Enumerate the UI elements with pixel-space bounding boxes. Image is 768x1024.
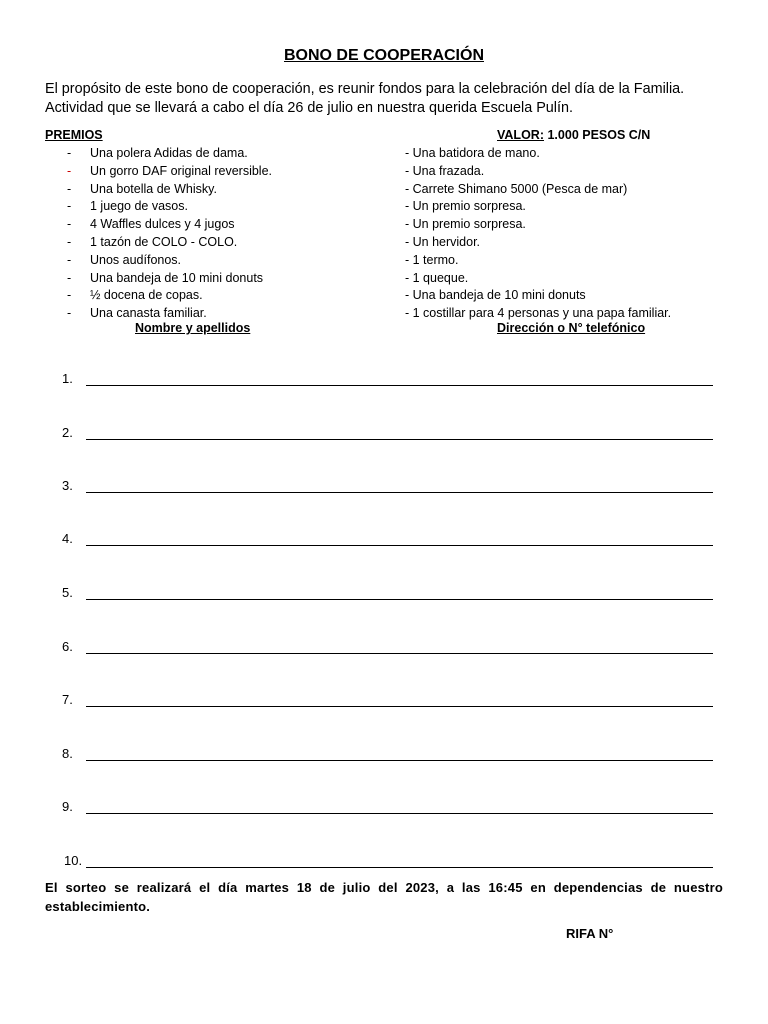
entry-number: 3. <box>62 478 73 493</box>
prize-text: Una canasta familiar. <box>90 306 207 321</box>
entry-number: 6. <box>62 639 73 654</box>
entry-line[interactable] <box>86 492 713 493</box>
entry-number: 5. <box>62 585 73 600</box>
entry-row[interactable] <box>0 585 768 607</box>
entry-line[interactable] <box>86 653 713 654</box>
entry-line[interactable] <box>86 867 713 868</box>
intro-line-1: El propósito de este bono de cooperación, es reunir fondos para la celebración del día de la Familia. <box>45 81 685 97</box>
dash-bullet: - <box>67 306 72 321</box>
entry-row[interactable] <box>0 692 768 714</box>
column-header-name: Nombre y apellidos <box>135 321 251 335</box>
entry-line[interactable] <box>86 545 713 546</box>
raffle-date-note: El sorteo se realizará el día martes 18 de julio del 2023, a las 16:45 en dependencias de nuestro establecimiento. <box>45 880 723 914</box>
raffle-number-label: RIFA N° <box>566 926 614 941</box>
entry-number: 1. <box>62 371 73 386</box>
list-item: - Una batidora de mano. <box>405 146 540 160</box>
entry-number: 7. <box>62 692 73 707</box>
prizes-right-list <box>405 145 671 323</box>
column-header-address: Dirección o N° telefónico <box>497 321 646 335</box>
dash-bullet: - <box>67 146 72 160</box>
prize-text: Un gorro DAF original reversible. <box>90 163 273 178</box>
prize-text: Una polera Adidas de dama. <box>90 146 248 160</box>
valor-amount: 1.000 PESOS C/N <box>547 128 651 142</box>
dash-bullet: - <box>67 288 72 303</box>
entry-row[interactable] <box>0 799 768 821</box>
list-item: - Una frazada. <box>405 163 485 178</box>
dash-bullet: - <box>67 181 72 196</box>
prize-text: ½ docena de copas. <box>90 288 203 303</box>
prize-text: 4 Waffles dulces y 4 jugos <box>90 217 235 232</box>
entry-number: 10. <box>64 853 83 868</box>
prize-text: Una bandeja de 10 mini donuts <box>90 270 264 285</box>
entry-row[interactable] <box>0 639 768 661</box>
dash-bullet: - <box>67 234 72 249</box>
entry-line[interactable] <box>86 706 713 707</box>
document-title: BONO DE COOPERACIÓN <box>283 47 484 64</box>
entry-number: 2. <box>62 425 73 440</box>
list-item: - Un hervidor. <box>405 234 481 249</box>
dash-bullet: - <box>67 252 72 267</box>
premios-heading: PREMIOS <box>45 128 103 142</box>
entry-number: 4. <box>62 531 73 546</box>
entry-line[interactable] <box>86 385 713 386</box>
list-item: - 1 queque. <box>405 270 469 285</box>
entry-row[interactable] <box>0 746 768 768</box>
valor-heading <box>497 128 650 142</box>
list-item: - Una bandeja de 10 mini donuts <box>405 288 586 303</box>
entry-line[interactable] <box>86 439 713 440</box>
list-item: - Un premio sorpresa. <box>405 217 526 232</box>
entry-row[interactable] <box>0 425 768 447</box>
prize-text: Una botella de Whisky. <box>90 181 217 196</box>
entry-row[interactable] <box>0 531 768 553</box>
intro-paragraph <box>45 80 725 118</box>
prize-text: 1 juego de vasos. <box>90 199 188 214</box>
entry-line[interactable] <box>86 813 713 814</box>
entry-line[interactable] <box>86 760 713 761</box>
dash-bullet: - <box>67 163 72 178</box>
list-item: - 1 costillar para 4 personas y una papa familiar. <box>405 306 672 321</box>
entry-number: 9. <box>62 799 73 814</box>
prize-text: 1 tazón de COLO - COLO. <box>90 234 238 249</box>
entry-row[interactable] <box>0 371 768 393</box>
dash-bullet: - <box>67 270 72 285</box>
prize-text: Unos audífonos. <box>90 252 182 267</box>
entry-line[interactable] <box>86 599 713 600</box>
entry-row[interactable] <box>0 853 768 875</box>
valor-label: VALOR: <box>497 128 544 142</box>
entry-row[interactable] <box>0 478 768 500</box>
list-item: - 1 termo. <box>405 252 459 267</box>
dash-bullet: - <box>67 217 72 232</box>
intro-line-2: Actividad que se llevará a cabo el día 26 de julio en nuestra querida Escuela Pulín. <box>45 100 573 116</box>
list-item: - Carrete Shimano 5000 (Pesca de mar) <box>405 181 628 196</box>
list-item: - Un premio sorpresa. <box>405 199 526 214</box>
entry-number: 8. <box>62 746 73 761</box>
dash-bullet: - <box>67 199 72 214</box>
